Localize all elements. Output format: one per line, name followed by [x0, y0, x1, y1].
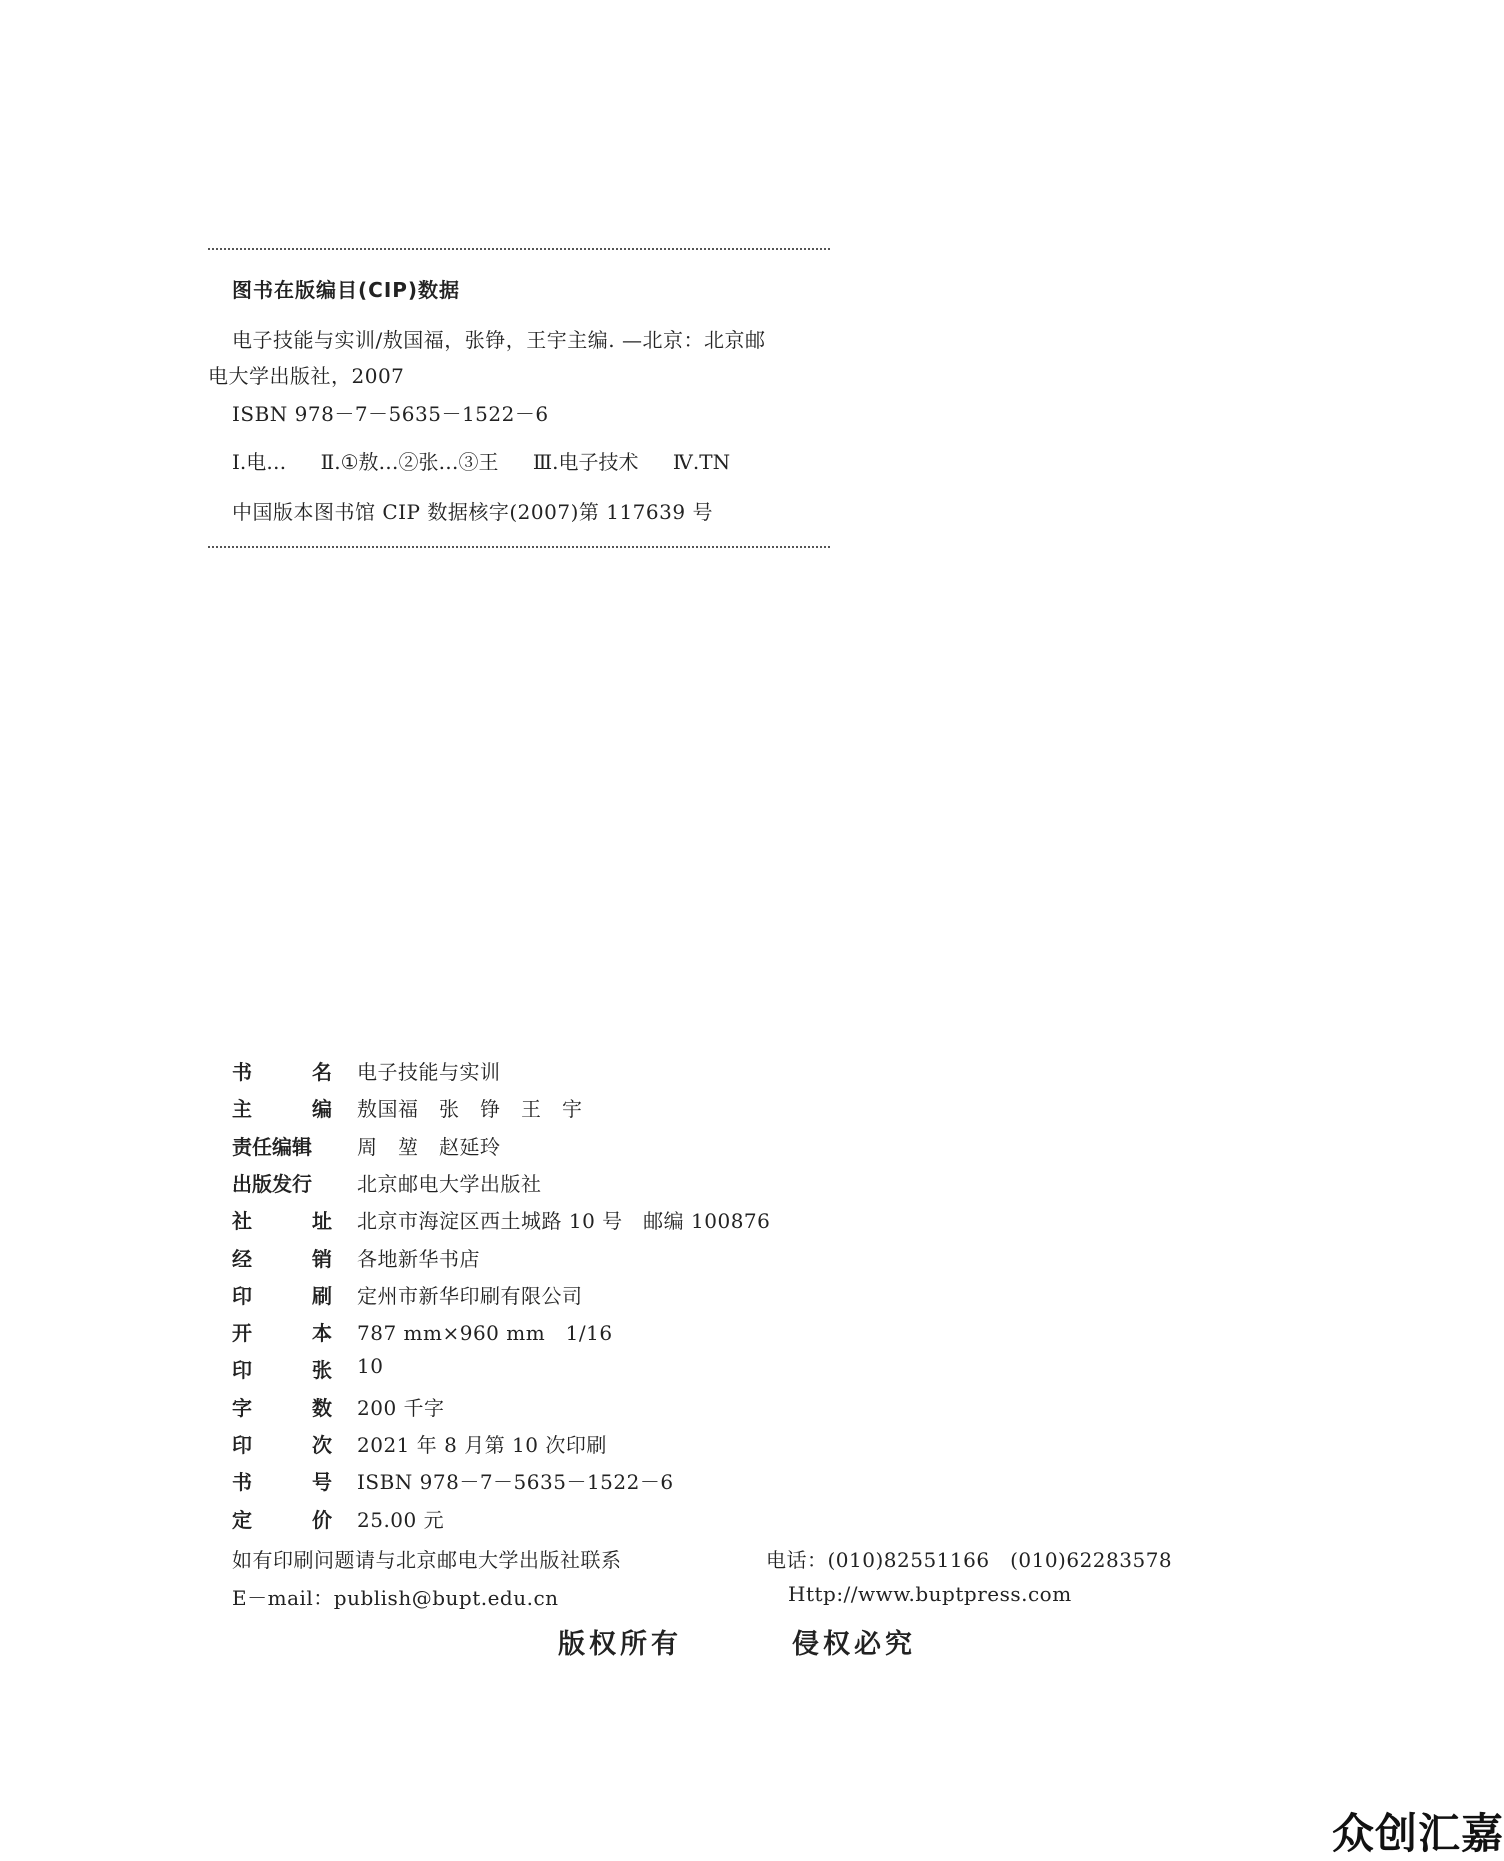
colophon-label-part: 社 — [232, 1209, 252, 1234]
cip-top-divider — [208, 248, 830, 250]
cip-class-3: Ⅲ.电子技术 — [532, 450, 639, 474]
colophon-label-part: 编 — [312, 1097, 332, 1122]
colophon-label-part: 经 — [232, 1246, 252, 1271]
cip-isbn: ISBN 978－7－5635－1522－6 — [232, 402, 549, 426]
colophon-label-part: 责任编辑 — [232, 1134, 312, 1159]
colophon-label-part: 印 — [232, 1283, 252, 1308]
colophon-label-part: 印 — [232, 1358, 252, 1383]
rights-reserved: 版权所有 — [558, 1629, 682, 1660]
colophon-label — [232, 1131, 332, 1160]
cip-verification: 中国版本图书馆 CIP 数据核字(2007)第 117639 号 — [232, 500, 713, 524]
contact-website: Http://www.buptpress.com — [788, 1582, 1072, 1606]
cip-bottom-divider — [208, 546, 830, 548]
colophon-label-part: 数 — [312, 1395, 332, 1420]
colophon-label — [232, 1392, 332, 1421]
cip-entry: 电子技能与实训/敖国福，张铮，王宇主编. —北京：北京邮 — [232, 328, 766, 352]
colophon-label-part: 印 — [232, 1433, 252, 1457]
contact-issues: 如有印刷问题请与北京邮电大学出版社联系 — [232, 1548, 622, 1572]
colophon-label — [232, 1466, 332, 1495]
colophon-label-part: 本 — [312, 1321, 332, 1346]
colophon-label — [232, 1280, 332, 1309]
colophon-label-part: 价 — [312, 1507, 332, 1532]
colophon-label — [232, 1205, 332, 1234]
colophon-label-part: 书 — [232, 1060, 252, 1084]
cip-class-1: Ⅰ.电… — [232, 450, 287, 474]
colophon-label — [232, 1056, 332, 1085]
colophon-value: 各地新华书店 — [357, 1246, 480, 1271]
cip-class-4: Ⅳ.TN — [672, 450, 731, 474]
colophon-value: 北京邮电大学出版社 — [357, 1171, 542, 1196]
cip-classification — [232, 446, 758, 475]
colophon-value: 10 — [357, 1354, 384, 1379]
colophon-label — [232, 1243, 332, 1272]
colophon-label-part: 书 — [232, 1470, 252, 1495]
colophon-label-part: 定 — [232, 1507, 252, 1532]
colophon-label-part: 销 — [312, 1246, 332, 1271]
colophon-value: 周 堃 赵延玲 — [357, 1134, 501, 1159]
colophon-label-part: 址 — [312, 1209, 332, 1234]
colophon-label-part: 刷 — [312, 1283, 332, 1308]
colophon-label — [232, 1317, 332, 1346]
cip-block — [208, 248, 830, 524]
colophon-value: ISBN 978－7－5635－1522－6 — [357, 1470, 674, 1495]
colophon-label — [232, 1354, 332, 1383]
colophon-value: 北京市海淀区西土城路 10 号 邮编 100876 — [357, 1209, 771, 1234]
contact-email: E－mail：publish@bupt.edu.cn — [232, 1586, 559, 1610]
colophon-label-part: 次 — [312, 1433, 332, 1457]
cip-class-2: Ⅱ.①敖…②张…③王 — [320, 450, 499, 474]
colophon-label-part: 号 — [312, 1470, 332, 1495]
watermark-text: 众创汇嘉 — [1331, 1809, 1504, 1858]
colophon-label-part: 张 — [312, 1358, 332, 1383]
colophon-value: 2021 年 8 月第 10 次印刷 — [357, 1433, 607, 1457]
colophon-label-part: 字 — [232, 1395, 252, 1420]
colophon-label-part: 名 — [312, 1060, 332, 1084]
cip-title: 图书在版编目(CIP)数据 — [232, 278, 461, 302]
cip-entry-continued: 电大学出版社，2007 — [208, 364, 405, 388]
colophon-label-part: 主 — [232, 1097, 252, 1122]
colophon-value: 定州市新华印刷有限公司 — [357, 1283, 583, 1308]
contact-phone: 电话：(010)82551166 (010)62283578 — [766, 1548, 1173, 1572]
colophon-label — [232, 1504, 332, 1533]
colophon-label — [232, 1429, 332, 1458]
colophon-value: 敖国福 张 铮 王 宇 — [357, 1097, 583, 1122]
colophon-value: 25.00 元 — [357, 1507, 445, 1532]
colophon-value: 787 mm×960 mm 1/16 — [357, 1321, 613, 1346]
colophon-value: 200 千字 — [357, 1395, 445, 1420]
watermark-logo — [1331, 1804, 1504, 1858]
colophon-label — [232, 1168, 332, 1197]
colophon-label-part: 出版发行 — [232, 1171, 312, 1196]
colophon-label — [232, 1093, 332, 1122]
colophon-value: 电子技能与实训 — [357, 1060, 501, 1084]
piracy-warning: 侵权必究 — [792, 1629, 916, 1660]
colophon-label-part: 开 — [232, 1321, 252, 1346]
